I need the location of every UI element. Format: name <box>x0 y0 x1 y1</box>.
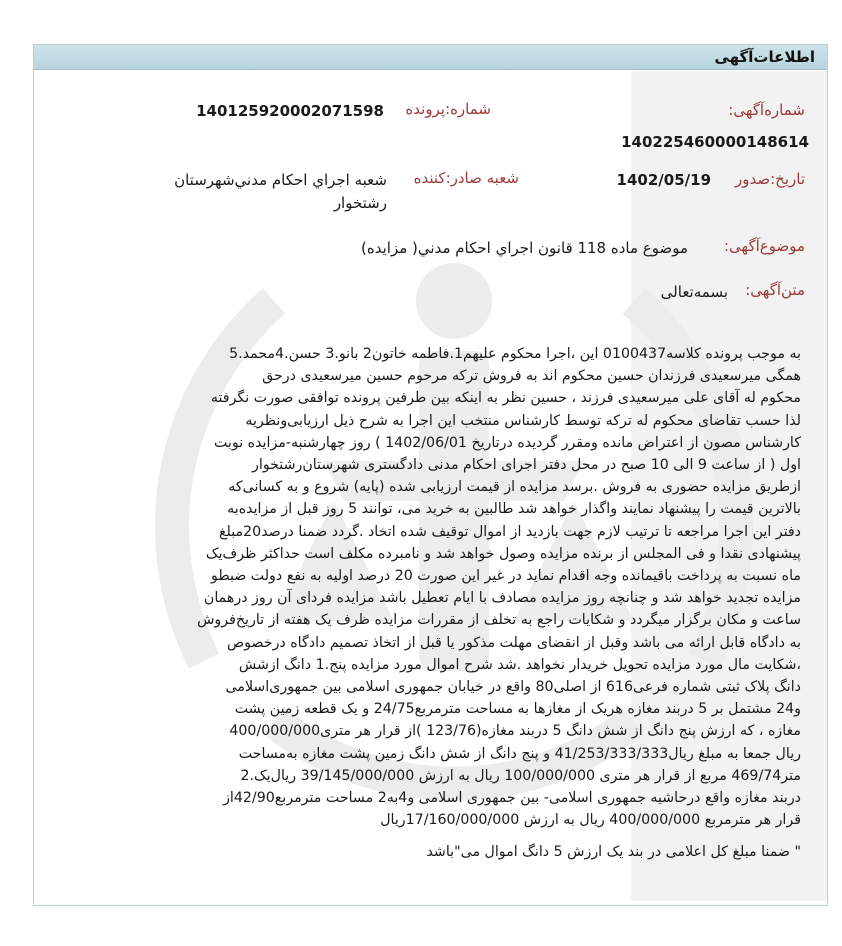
ad-body-line: قرار هر مترمربع 400/000/000 ریال به ارزش 17/160/000/000ریال <box>380 812 801 829</box>
subject-label: موضوع‌آگهی: <box>724 237 805 255</box>
subject-value: موضوع ماده 118 قانون اجراي احکام مدني( مزايده) <box>361 239 688 257</box>
ad-body-line: مغازه ، که ارزش پنج دانگ از شش دانگ 5 دربند مغازه(123/76 )از قرار هر متری400/000/000 <box>229 723 801 740</box>
ad-body-line: دفتر این اجرا مراجعه تا ترتیب لازم جهت بازدید از اموال توقیف شده اتخاد .گردد ضمنا درصد20مبلغ <box>219 523 801 540</box>
ad-body-line: همگی میرسعیدی فرزندان حسین محکوم اند به فروش ترکه مرحوم حسین میرسعیدی درحق <box>262 368 801 385</box>
ad-body-line: پیشنهادی نقدا و فی المجلس از برنده مزایده وصول خواهد شد و نامبرده مکلف است حداکثر ظرف‌یک <box>205 545 801 562</box>
ad-body-line: ماه نسبت به پرداخت باقیمانده وجه اقدام نماید در غیر این صورت 20 درصد اولیه به نفع دولت ضبطو <box>211 568 801 585</box>
ad-info-panel <box>33 44 828 906</box>
ad-text-label: متن‌آگهی: <box>745 281 805 299</box>
ad-body-line: دانگ پلاک ثبتی شماره فرعی616 از اصلی80 واقع در خیابان جمهوری اسلامی بین جمهوری‌اسلامی <box>225 679 801 696</box>
ad-body-line: و24 مشتمل بر 5 دربند مغازه هریک از مغازها به مساحت مترمربع24/75 و یک قطعه زمین پشت <box>234 701 801 718</box>
issuer-value-line2: رشتخوار <box>333 194 387 212</box>
ad-body-line: ریال جمعا به مبلغ ریال41/253/333/333 و پنج دانگ از شش دانگ زمین پشت مغازه به‌مساحت <box>238 745 801 762</box>
ad-text-opening: بسمه‌تعالی <box>660 283 728 301</box>
ad-body-line: به موجب پرونده کلاسه0100437 این ،اجرا محکوم علیهم1.فاطمه خاتون2 بانو.3 حسن.4محمد.5 <box>229 346 801 362</box>
ad-body-line: لذا حسب تقاضای محکوم له ترکه توسط کارشناس منتخب این اجرا به شرح ذیل ارزیابی‌ونظریه <box>245 412 801 429</box>
ad-body-line: محکوم له آقای علی میرسعیدی فرزند ، حسین نظر به اینکه بین طرفین پرونده توافقی صورت نگرفته <box>210 390 801 407</box>
ad-body-line: بالاترین قیمت را پیشنهاد نمایند واگذار خواهد شد طالبین به خرید می، توانند 5 روز قبل از مزایده‌به <box>227 501 801 518</box>
issue-date-value: 1402/05/19 <box>616 171 711 189</box>
issuer-label: شعبه صادر:کننده <box>413 169 519 187</box>
case-number-value: 14012592000207‌1598 <box>196 102 384 120</box>
ad-body-line: اول ( از ساعت 9 الی 10 صبح در محل دفتر اجرای احکام مدنی دادگستری شهرستان‌رشتخوار <box>252 457 801 474</box>
ad-body-line: دربند مغازه واقع درحاشیه جمهوری اسلامی- بین جمهوری اسلامی و4به2 مساحت مترمربع42/90از <box>223 790 801 807</box>
ad-body-line: ازطریق مزایده حضوری به فروش .برسد مزایده از قیمت ارزیابی شده (پایه) شروع و به کسانی‌که <box>228 479 801 496</box>
ad-body-line: کارشناس مصون از اعتراض مانده ومقرر گردیده درتاریخ 1402/06/01 ) روز چهارشنبه-مزایده نوبت <box>214 434 801 451</box>
panel-content <box>34 71 827 905</box>
issuer-value <box>174 171 387 212</box>
ad-body-line: به دادگاه قابل ارائه می باشد وقبل از انقضای مهلت مذکور یا قبل از اتخاذ تصمیم دادگاه درخصوص <box>227 634 801 651</box>
ad-closing-note: " ضمنا مبلغ کل اعلامی در بند یک ارزش 5 دانگ اموال می"باشد <box>426 844 801 861</box>
ad-body-line: ساعت و مکان برگزار میگردد و شکایات راجع به تخلف از مقررات مزایده ظرف یک هفته از تاریخ‌فروش <box>197 612 801 629</box>
ad-number-value: 14022546000014‌8614 <box>621 133 809 151</box>
ad-body-line: ،شکایت مال مورد مزایده تحویل خریدار نخواهد .شد شرح اموال مورد مزایده پنج.1 دانگ ازشش <box>238 656 801 673</box>
ad-body-line: مزایده تجدید خواهد شد و چنانچه روز مزایده مصادف با ایام تعطیل باشد مزایده فردای آن روز درهمان <box>203 590 801 607</box>
issuer-value-line1: شعبه اجراي احکام مدني‌شهرستان <box>174 171 387 189</box>
ad-body-text <box>89 343 801 864</box>
case-number-label: شماره:پرونده <box>405 100 491 118</box>
ad-body-line: متر469/74 مربع از قرار هر متری 100/000/000 ریال به ارزش 39/145/000/000 ریال‌یک.2 <box>240 767 801 784</box>
ad-number-label: شماره‌آگهی: <box>728 101 805 119</box>
panel-title: اطلاعات‌آگهی <box>34 45 827 70</box>
issue-date-label: تاریخ:صدور <box>735 170 805 188</box>
